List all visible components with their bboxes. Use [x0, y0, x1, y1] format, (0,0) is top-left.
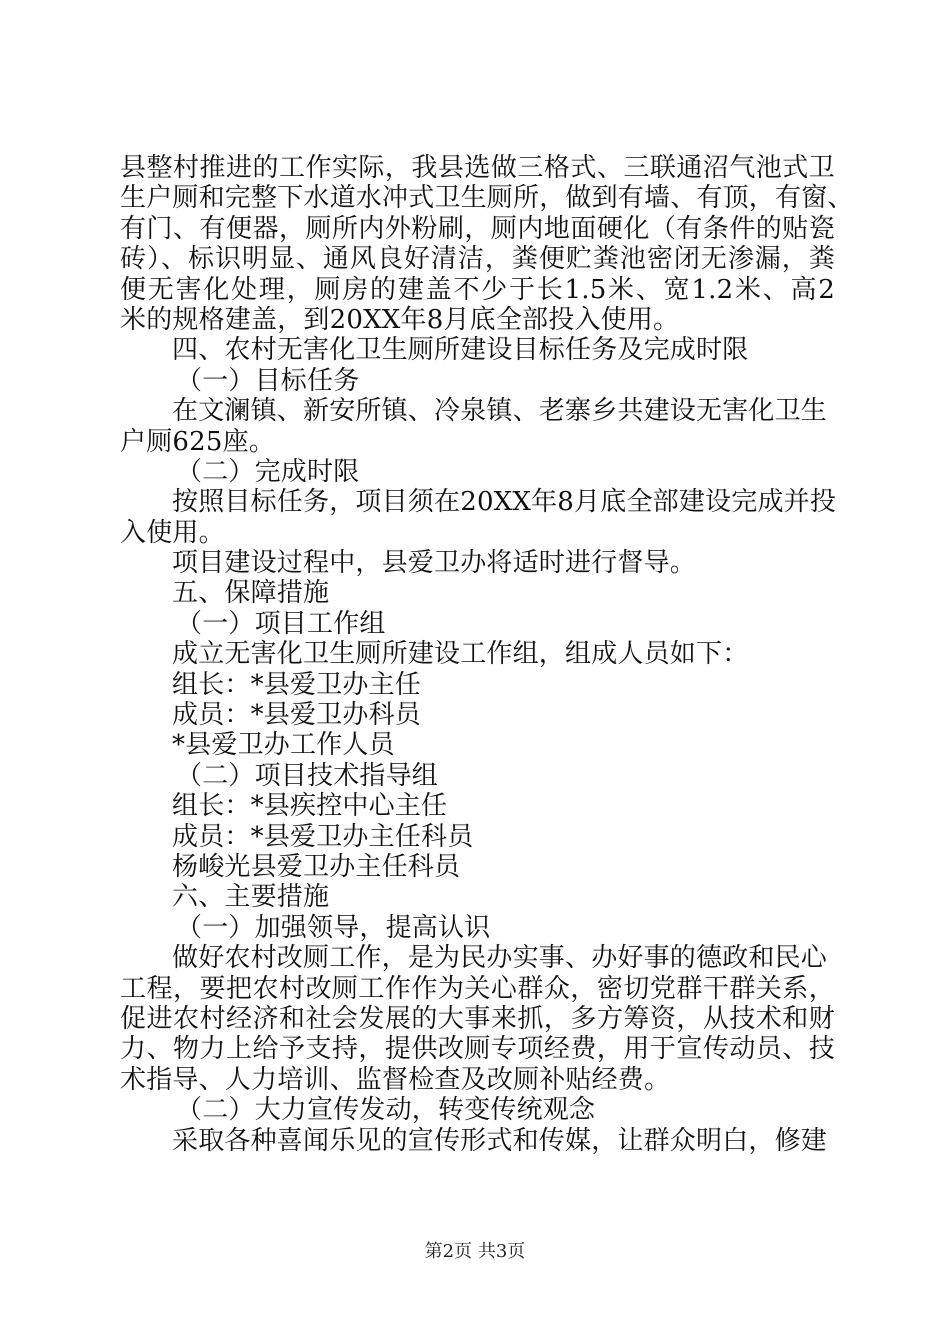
- text-line: 有门、有便器，厕所内外粉刷，厕内地面硬化（有条件的贴瓷: [120, 213, 835, 244]
- text-line: 工程，要把农村改厕工作作为关心群众，密切党群干群关系，: [120, 973, 835, 1004]
- document-body: [120, 153, 854, 1156]
- text-line: （二）项目技术指导组: [176, 760, 439, 791]
- text-line: 术指导、人力培训、监督检查及改厕补贴经费。: [120, 1064, 671, 1095]
- text-line: 成员：*县爱卫办主任科员: [172, 821, 474, 852]
- text-line: 砖）、标识明显、通风良好清洁，粪便贮粪池密闭无渗漏，粪: [120, 244, 835, 275]
- text-line: 便无害化处理，厕房的建盖不少于长1.5米、宽1.2米、高2: [120, 274, 835, 305]
- page-footer: 第2页 共3页: [424, 1241, 526, 1262]
- text-line: 力、物力上给予支持，提供改厕专项经费，用于宣传动员、技: [120, 1034, 835, 1065]
- text-line: （二）完成时限: [176, 456, 360, 487]
- text-line: 做好农村改厕工作，是为民办实事、办好事的德政和民心: [172, 943, 828, 974]
- text-line: 生户厕和完整下水道水冲式卫生厕所，做到有墙、有顶，有窗、: [120, 183, 854, 214]
- text-line: 组长：*县疾控中心主任: [172, 791, 448, 822]
- text-line: 采取各种喜闻乐见的宣传形式和传媒，让群众明白，修建: [172, 1125, 828, 1156]
- text-line: 县整村推进的工作实际，我县选做三格式、三联通沼气池式卫: [120, 153, 835, 183]
- text-line: （二）大力宣传发动，转变传统观念: [176, 1095, 596, 1126]
- text-line: 促进农村经济和社会发展的大事来抓，多方筹资，从技术和财: [120, 1003, 835, 1034]
- text-line: 按照目标任务，项目须在20XX年8月底全部建设完成并投: [172, 487, 837, 518]
- text-line: （一）目标任务: [176, 365, 360, 396]
- text-line: （一）项目工作组: [176, 608, 386, 639]
- text-line: 户厕625座。: [120, 426, 276, 457]
- text-line: 杨峻光县爱卫办主任科员: [172, 851, 461, 882]
- text-line: 成立无害化卫生厕所建设工作组，组成人员如下：: [172, 639, 749, 670]
- text-line: *县爱卫办工作人员: [172, 730, 395, 761]
- text-line: 项目建设过程中，县爱卫办将适时进行督导。: [172, 548, 697, 579]
- text-line: 米的规格建盖，到20XX年8月底全部投入使用。: [120, 304, 680, 335]
- text-line: 在文澜镇、新安所镇、冷泉镇、老寨乡共建设无害化卫生: [172, 396, 828, 427]
- text-line: 六、主要措施: [172, 882, 330, 913]
- text-line: 四、农村无害化卫生厕所建设目标任务及完成时限: [172, 335, 749, 366]
- text-line: 入使用。: [120, 517, 225, 548]
- text-line: 五、保障措施: [172, 578, 330, 609]
- text-line: 组长：*县爱卫办主任: [172, 669, 422, 700]
- text-line: （一）加强领导，提高认识: [176, 912, 491, 943]
- text-line: 成员：*县爱卫办科员: [172, 700, 422, 731]
